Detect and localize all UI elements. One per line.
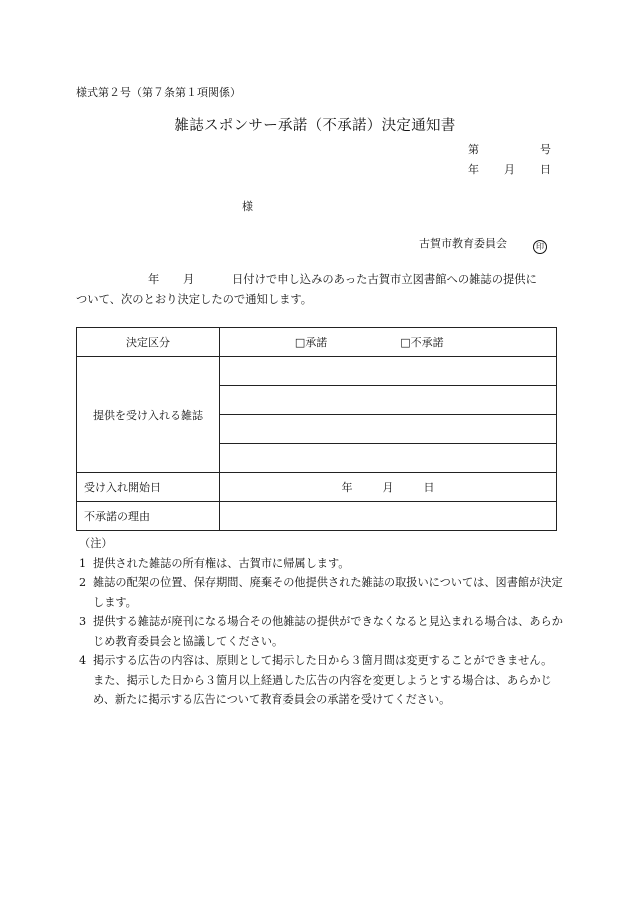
date-year: 年 bbox=[468, 163, 479, 176]
decision-label: 決定区分 bbox=[77, 328, 220, 357]
approve-checkbox[interactable]: □承諾 bbox=[294, 336, 328, 349]
note-item bbox=[79, 554, 563, 574]
start-date-month: 月 bbox=[382, 481, 394, 494]
start-date-day: 日 bbox=[423, 481, 435, 494]
reject-reason-label: 不承諾の理由 bbox=[77, 502, 220, 531]
start-date-year: 年 bbox=[341, 481, 353, 494]
start-date-row bbox=[77, 473, 557, 502]
note-text: 掲示する広告の内容は、原則として掲示した日から３箇月間は変更することができません。また、掲示した日から３箇月以上経過した広告の内容を変更しようとする場合は、あらかじめ、新たに掲示する広告について教育委員会の承諾を受けてください。 bbox=[93, 654, 553, 706]
decision-options bbox=[220, 328, 557, 357]
body-date-month: 月 bbox=[183, 273, 195, 286]
date-month: 月 bbox=[504, 163, 515, 176]
number-dai: 第 bbox=[468, 143, 479, 156]
form-reference: 様式第２号（第７条第１項関係） bbox=[76, 86, 241, 99]
magazine-field-4[interactable] bbox=[220, 444, 557, 473]
magazine-field-3[interactable] bbox=[220, 415, 557, 444]
date-day: 日 bbox=[540, 163, 551, 176]
note-item bbox=[79, 612, 563, 651]
decision-table bbox=[76, 327, 557, 531]
notes-heading: （注） bbox=[79, 537, 113, 550]
start-date-field[interactable] bbox=[220, 473, 557, 502]
magazines-label: 提供を受け入れる雑誌 bbox=[77, 357, 220, 473]
notes-section bbox=[79, 534, 563, 710]
addressee-suffix: 様 bbox=[242, 200, 253, 213]
note-item bbox=[79, 651, 563, 710]
body-date-year: 年 bbox=[148, 273, 160, 286]
note-number: 1 bbox=[79, 556, 87, 570]
note-text: 提供する雑誌が廃刊になる場合その他雑誌の提供ができなくなると見込まれる場合は、あらかじめ教育委員会と協議してください。 bbox=[93, 615, 563, 648]
note-number: 2 bbox=[79, 576, 87, 589]
decision-row bbox=[77, 328, 557, 357]
number-go: 号 bbox=[540, 143, 551, 156]
page-title: 雑誌スポンサー承諾（不承諾）決定通知書 bbox=[174, 118, 456, 134]
note-text: 提供された雑誌の所有権は、古賀市に帰属します。 bbox=[93, 556, 350, 570]
seal-icon: 印 bbox=[533, 234, 547, 254]
magazine-row-1 bbox=[77, 357, 557, 386]
body-line-1: 日付けで申し込みのあった古賀市立図書館への雑誌の提供に bbox=[232, 273, 537, 286]
magazine-field-1[interactable] bbox=[220, 357, 557, 386]
reject-reason-row bbox=[77, 502, 557, 531]
reject-reason-field[interactable] bbox=[220, 502, 557, 531]
note-item bbox=[79, 573, 563, 612]
note-number: 3 bbox=[79, 615, 87, 628]
issuer-name: 古賀市教育委員会 bbox=[419, 237, 507, 250]
note-text: 雑誌の配架の位置、保存期間、廃棄その他提供された雑誌の取扱いについては、図書館が決定します。 bbox=[93, 576, 563, 609]
start-date-label: 受け入れ開始日 bbox=[77, 473, 220, 502]
magazine-field-2[interactable] bbox=[220, 386, 557, 415]
body-line-2: ついて、次のとおり決定したので通知します。 bbox=[76, 293, 313, 306]
reject-checkbox[interactable]: □不承諾 bbox=[400, 336, 444, 349]
note-number: 4 bbox=[79, 654, 87, 667]
